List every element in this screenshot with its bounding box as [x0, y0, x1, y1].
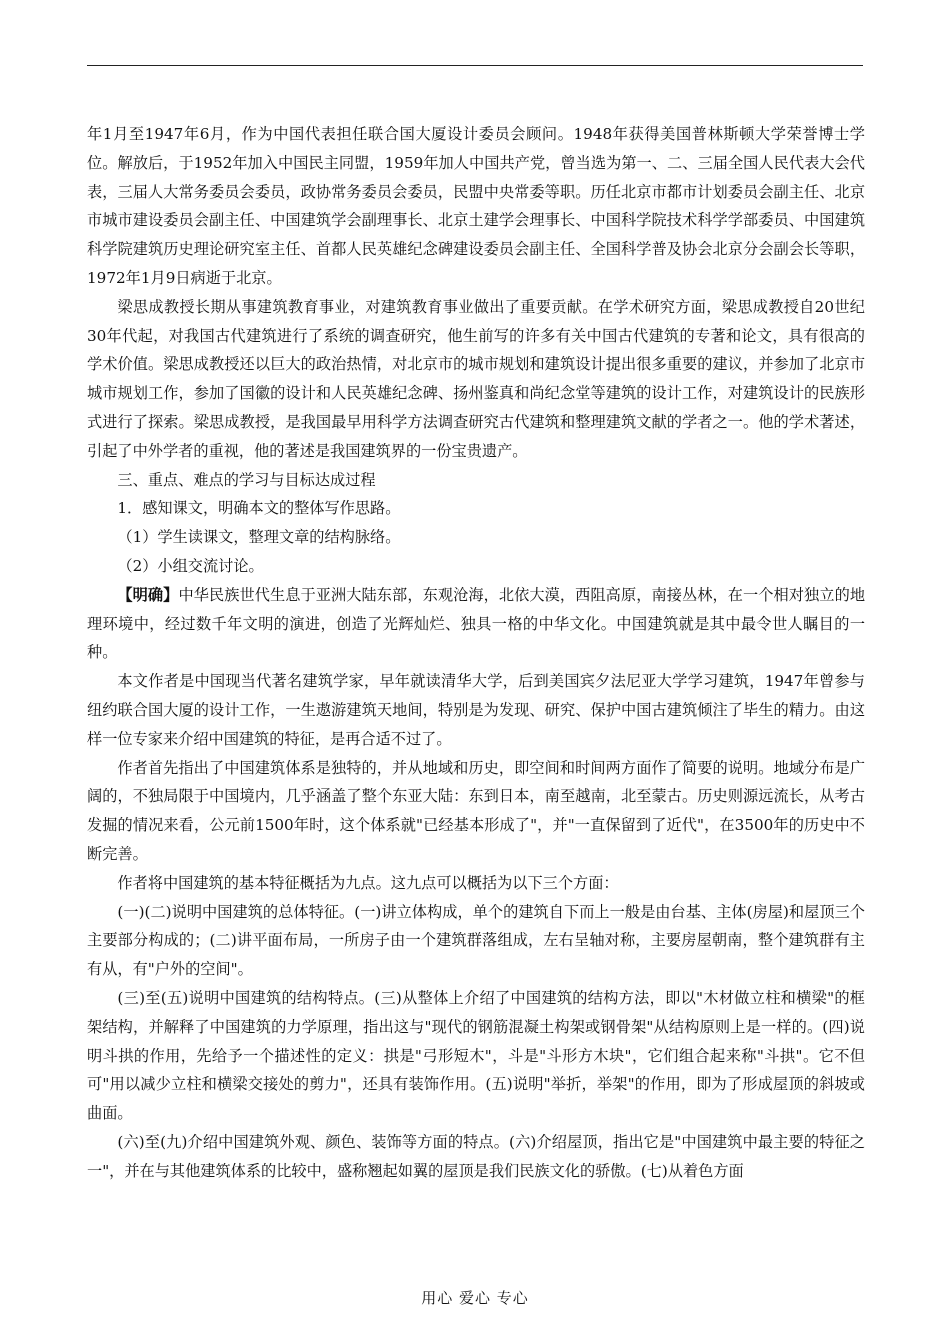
paragraph-biography-end: 年1月至1947年6月，作为中国代表担任联合国大厦设计委员会顾问。1948年获得美国普林斯顿大学荣誉博士学位。解放后，于1952年加入中国民主同盟，1959年加人中国共产党，曾当选为第一、二、三届全国人民代表大会代表，三届人大常务委员会委员，政协常务委员会委员，民盟中央常委等职。历任北京市都市计划委员会副主任、北京市城市建设委员会副主任、中国建筑学会副理事长、北京土建学会理事长、中国科学院技术科学学部委员、中国建筑科学院建筑历史理论研究室主任、首都人民英雄纪念碑建设委员会副主任、全国科学普及协会北京分会副会长等职，1972年1月9日病逝于北京。: [87, 125, 865, 287]
section-heading-key-points: 三、重点、难点的学习与目标达成过程: [117, 470, 376, 489]
paragraph-system-overview: 作者首先指出了中国建筑体系是独特的，并从地域和历史，即空间和时间两方面作了简要的说明。地域分布是广阔的，不独局限于中国境内，几乎涵盖了整个东亚大陆：东到日本，南至越南，北至蒙古。历史则源远流长，从考古发掘的情况来看，公元前1500年时，这个体系就"已经基本形成了"，并"一直保留到了近代"，在3500年的历史中不断完善。: [87, 758, 865, 863]
paragraph-clarification: [87, 581, 865, 667]
paragraph-overall-features: (一)(二)说明中国建筑的总体特征。(一)讲立体构成，单个的建筑自下而上一般是由台基、主体(房屋)和屋顶三个主要部分构成的；(二)讲平面布局，一所房子由一个建筑群落组成，左右呈轴对称，主要房屋朝南，整个建筑群有主有从，有"户外的空间"。: [87, 902, 865, 979]
sub-step-2: （2）小组交流讨论。: [117, 556, 264, 575]
paragraph-author-intro: 本文作者是中国现当代著名建筑学家，早年就读清华大学，后到美国宾夕法尼亚大学学习建筑，1947年曾参与纽约联合国大厦的设计工作，一生遨游建筑天地间，特别是为发现、研究、保护中国古建筑倾注了毕生的精力。由这样一位专家来介绍中国建筑的特征，是再合适不过了。: [87, 672, 865, 748]
paragraph-contributions: 梁思成教授长期从事建筑教育事业，对建筑教育事业做出了重要贡献。在学术研究方面，梁思成教授自20世纪30年代起，对我国古代建筑进行了系统的调查研究，他生前写的许多有关中国古代建筑的专著和论文，具有很高的学术价值。梁思成教授还以巨大的政治热情，对北京市的城市规划和建筑设计提出很多重要的建议，并参加了北京市城市规划工作，参加了国徽的设计和人民英雄纪念碑、扬州鉴真和尚纪念堂等建筑的设计工作，对建筑设计的民族形式进行了探索。梁思成教授，是我国最早用科学方法调查研究古代建筑和整理建筑文献的学者之一。他的学术著述，引起了中外学者的重视，他的著述是我国建筑界的一份宝贵遗产。: [87, 297, 865, 460]
clarification-text: 中华民族世代生息于亚洲大陆东部，东观沧海，北依大漠，西阻高原，南接丛林，在一个相对独立的地理环境中，经过数千年文明的演进，创造了光辉灿烂、独具一格的中华文化。中国建筑就是其中最令世人瞩目的一种。: [87, 585, 866, 662]
paragraph-nine-features: 作者将中国建筑的基本特征概括为九点。这九点可以概括为以下三个方面：: [117, 873, 619, 892]
page-footer: 用心 爱心 专心: [421, 1289, 529, 1307]
header-rule: [87, 65, 863, 66]
paragraph-structure-features: (三)至(五)说明中国建筑的结构特点。(三)从整体上介绍了中国建筑的结构方法，即以"木材做立柱和横梁"的框架结构，并解释了中国建筑的力学原理，指出这与"现代的钢筋混凝土构架或钢骨架"从结构原则上是一样的。(四)说明斗拱的作用，先给予一个描述性的定义：拱是"弓形短木"，斗是"斗形方木块"，它们组合起来称"斗拱"。它不但可"用以减少立柱和横梁交接处的剪力"，还具有装饰作用。(五)说明"举折，举架"的作用，即为了形成屋顶的斜坡或曲面。: [87, 988, 865, 1123]
clarification-label: 【明确】: [117, 585, 179, 604]
document-body: [87, 120, 865, 1185]
paragraph-appearance-features: (六)至(九)介绍中国建筑外观、颜色、装饰等方面的特点。(六)介绍屋顶，指出它是"中国建筑中最主要的特征之一"，并在与其他建筑体系的比较中，盛称翘起如翼的屋顶是我们民族文化的骄傲。(七)从着色方面: [87, 1132, 865, 1180]
sub-step-1: （1）学生读课文，整理文章的结构脉络。: [117, 528, 401, 547]
step-heading-1: 1．感知课文，明确本文的整体写作思路。: [117, 499, 401, 518]
